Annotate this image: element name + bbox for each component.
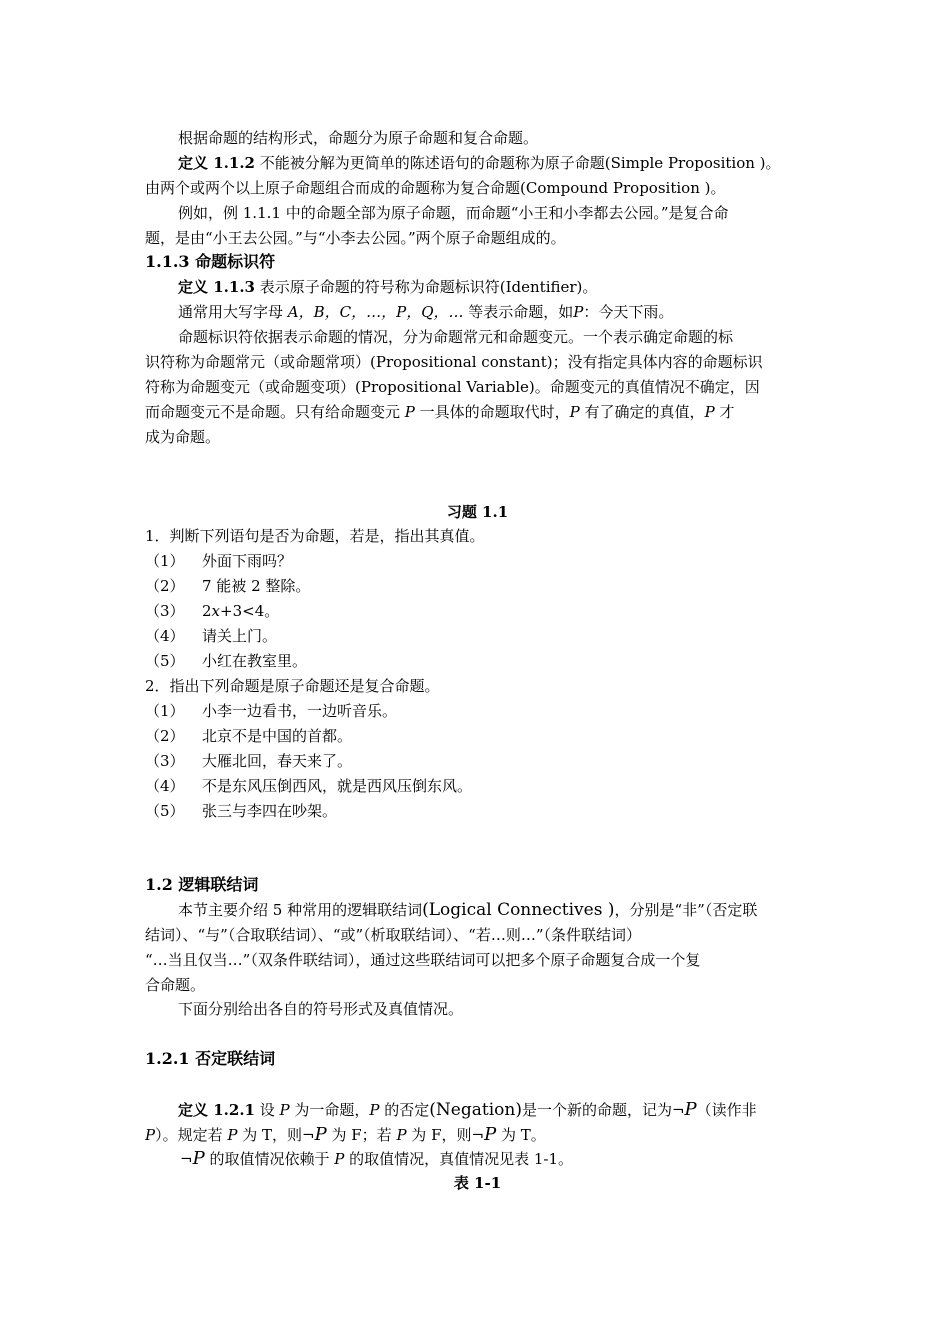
variable-p: P bbox=[334, 1150, 345, 1168]
intro-line3: “…当且仅当…”（双条件联结词），通过这些联结词可以把多个原子命题复合成一个复 bbox=[145, 951, 701, 969]
example-line1: 例如，例 1.1.1 中的命题全部为原子命题，而命题“小王和小李都去公园。”是复合命 bbox=[178, 204, 729, 222]
text-english: (Logical Connectives ) bbox=[422, 901, 615, 919]
example-line2: 题，是由“小王去公园。”与“小李去公园。”两个原子命题组成的。 bbox=[145, 229, 566, 247]
text: 为 T，则 bbox=[237, 1126, 303, 1144]
text: 等表示命题，如 bbox=[468, 303, 574, 321]
text: 为 F，则 bbox=[406, 1126, 472, 1144]
text: ：今天下雨。 bbox=[583, 303, 674, 321]
question-2-item bbox=[145, 802, 810, 820]
variable-p: P bbox=[314, 1126, 327, 1144]
item-text: 小红在教室里。 bbox=[202, 652, 308, 670]
item-number: （1） bbox=[145, 552, 185, 570]
intro-line2: 结词）、“与”（合取联结词）、“或”（析取联结词）、“若…则…”（条件联结词） bbox=[145, 926, 642, 944]
definition-label: 定义 1.1.3 bbox=[178, 278, 255, 296]
item-text: 外面下雨吗？ bbox=[202, 552, 293, 570]
definition-1-2-1-line1 bbox=[178, 1101, 810, 1119]
text: 是一个新的命题，记为 bbox=[521, 1101, 672, 1119]
definition-1-1-3 bbox=[178, 278, 810, 296]
text: 通常用大写字母 bbox=[178, 303, 284, 321]
text: 设 bbox=[254, 1101, 280, 1119]
usual-notation-line bbox=[178, 303, 810, 321]
item-text: 2 bbox=[202, 602, 212, 620]
section-heading-1-1-3: 1.1.3 命题标识符 bbox=[145, 253, 276, 271]
item-text: 张三与李四在吵架。 bbox=[202, 802, 338, 820]
text: ，分别是“非”（否定联 bbox=[614, 901, 758, 919]
question-1-item bbox=[145, 602, 810, 620]
paragraph-structure: 根据命题的结构形式，命题分为原子命题和复合命题。 bbox=[178, 129, 539, 147]
paragraph-line4 bbox=[145, 403, 810, 421]
variable-p: P bbox=[396, 1126, 407, 1144]
question-1-item bbox=[145, 652, 810, 670]
intro-line4: 合命题。 bbox=[145, 976, 206, 994]
item-text: 北京不是中国的首都。 bbox=[202, 727, 353, 745]
question-1: 1．判断下列语句是否为命题，若是，指出其真值。 bbox=[145, 527, 485, 545]
question-2-item bbox=[145, 777, 810, 795]
question-1-item bbox=[145, 627, 810, 645]
paragraph-line3: 符称为命题变元（或命题变项）(Propositional Variable)。命题变元的真值情况不确定，因 bbox=[145, 378, 760, 396]
definition-1-1-2 bbox=[178, 154, 810, 172]
question-2-item bbox=[145, 727, 810, 745]
paragraph-line5: 成为命题。 bbox=[145, 428, 221, 446]
item-number: （3） bbox=[145, 752, 185, 770]
variable-x: x bbox=[211, 602, 221, 620]
item-number: （5） bbox=[145, 652, 185, 670]
letters: A，B，C，…，P，Q，… bbox=[283, 303, 469, 321]
text: 而命题变元不是命题。只有给命题变元 bbox=[145, 403, 401, 421]
variable-p: P bbox=[573, 303, 584, 321]
definition-label: 定义 1.1.2 bbox=[178, 154, 255, 172]
negation-symbol: ¬ bbox=[302, 1126, 315, 1144]
question-2: 2．指出下列命题是原子命题还是复合命题。 bbox=[145, 677, 440, 695]
definition-1-2-1-line2 bbox=[145, 1126, 810, 1144]
negation-symbol: ¬ bbox=[671, 1101, 685, 1119]
text: 的取值情况，真值情况见表 1-1。 bbox=[344, 1150, 574, 1168]
text: 本节主要介绍 5 种常用的逻辑联结词 bbox=[178, 901, 423, 919]
table-title: 表 1-1 bbox=[453, 1174, 502, 1192]
negation-symbol: ¬ bbox=[471, 1126, 485, 1144]
question-2-item bbox=[145, 752, 810, 770]
section-heading-1-2-1: 1.2.1 否定联结词 bbox=[145, 1050, 276, 1068]
text: 为 F；若 bbox=[326, 1126, 397, 1144]
variable-p: P bbox=[227, 1126, 238, 1144]
item-number: （5） bbox=[145, 802, 185, 820]
question-2-item bbox=[145, 702, 810, 720]
item-number: （3） bbox=[145, 602, 185, 620]
paragraph-line1: 命题标识符依据表示命题的情况，分为命题常元和命题变元。一个表示确定命题的标 bbox=[178, 328, 734, 346]
definition-text: 表示原子命题的符号称为命题标识符(Identifier)。 bbox=[254, 278, 598, 296]
exercise-title: 习题 1.1 bbox=[446, 503, 509, 521]
text: 有了确定的真值， bbox=[584, 403, 705, 421]
section-heading-1-2: 1.2 逻辑联结词 bbox=[145, 876, 259, 894]
question-1-item bbox=[145, 577, 810, 595]
variable-p: P bbox=[484, 1126, 497, 1144]
text-english: (Negation) bbox=[429, 1101, 522, 1119]
definition-label: 定义 1.2.1 bbox=[178, 1101, 255, 1119]
variable-p: P bbox=[400, 403, 420, 421]
item-number: （4） bbox=[145, 777, 185, 795]
item-text: 7 能被 2 整除。 bbox=[202, 577, 311, 595]
item-number: （4） bbox=[145, 627, 185, 645]
negation-symbol: ¬ bbox=[180, 1150, 193, 1168]
definition-text: 不能被分解为更简单的陈述语句的命题称为原子命题(Simple Proposition )。 bbox=[254, 154, 781, 172]
question-1-item bbox=[145, 552, 810, 570]
variable-p: P bbox=[684, 1101, 697, 1119]
text: ）。规定若 bbox=[155, 1126, 228, 1144]
variable-p: P bbox=[369, 1101, 380, 1119]
variable-p: P bbox=[569, 403, 585, 421]
text: 一具体的命题取代时， bbox=[419, 403, 570, 421]
text: 才 bbox=[719, 403, 735, 421]
negation-value-line bbox=[180, 1150, 845, 1168]
text: 的否定 bbox=[379, 1101, 430, 1119]
item-text: 大雁北回，春天来了。 bbox=[202, 752, 353, 770]
intro-line1 bbox=[178, 901, 810, 919]
variable-p: P bbox=[192, 1150, 205, 1168]
intro-line5: 下面分别给出各自的符号形式及真值情况。 bbox=[178, 1000, 464, 1018]
definition-1-1-2-line2: 由两个或两个以上原子命题组合而成的命题称为复合命题(Compound Proposition )。 bbox=[145, 179, 726, 197]
item-text: 不是东风压倒西风，就是西风压倒东风。 bbox=[202, 777, 473, 795]
item-text: 小李一边看书，一边听音乐。 bbox=[202, 702, 398, 720]
item-number: （1） bbox=[145, 702, 185, 720]
variable-p: P bbox=[704, 403, 720, 421]
text: 为 T。 bbox=[496, 1126, 546, 1144]
text: （读作非 bbox=[696, 1101, 757, 1119]
item-number: （2） bbox=[145, 577, 185, 595]
variable-p: P bbox=[145, 1126, 156, 1144]
text: 为一命题， bbox=[289, 1101, 370, 1119]
variable-p: P bbox=[279, 1101, 290, 1119]
item-number: （2） bbox=[145, 727, 185, 745]
paragraph-line2: 识符称为命题常元（或命题常项）(Propositional constant)；没有指定具体内容的命题标识 bbox=[145, 353, 763, 371]
item-text: 请关上门。 bbox=[202, 627, 278, 645]
item-text: +3<4。 bbox=[220, 602, 280, 620]
text: 的取值情况依赖于 bbox=[204, 1150, 335, 1168]
